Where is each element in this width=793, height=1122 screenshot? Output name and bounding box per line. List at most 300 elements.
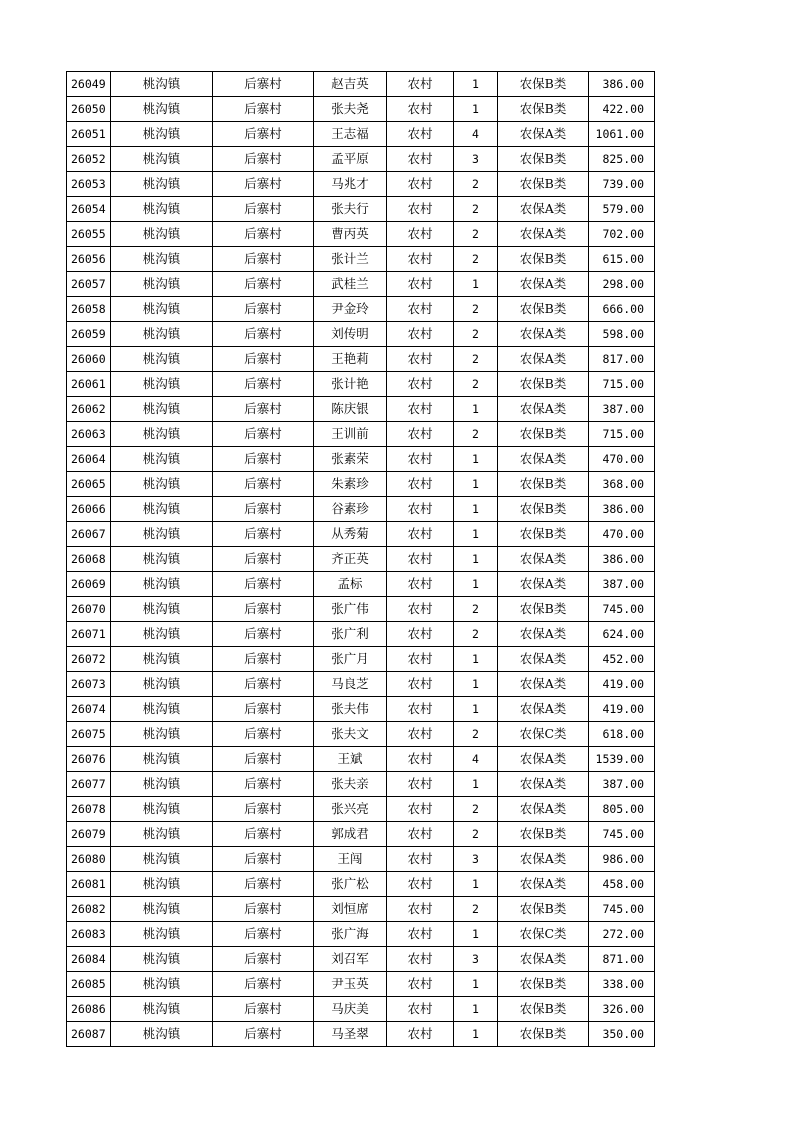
amount-cell: 387.00 — [589, 397, 655, 422]
record-id-cell: 26082 — [67, 897, 111, 922]
village-cell: 后寨村 — [213, 447, 314, 472]
name-cell: 陈庆银 — [314, 397, 387, 422]
record-id-cell: 26062 — [67, 397, 111, 422]
insurance-category-cell: 农保A类 — [498, 947, 589, 972]
household-type-cell: 农村 — [387, 772, 454, 797]
village-cell: 后寨村 — [213, 722, 314, 747]
insurance-category-cell: 农保B类 — [498, 972, 589, 997]
village-cell: 后寨村 — [213, 847, 314, 872]
village-cell: 后寨村 — [213, 697, 314, 722]
household-type-cell: 农村 — [387, 722, 454, 747]
amount-cell: 618.00 — [589, 722, 655, 747]
township-cell: 桃沟镇 — [111, 72, 213, 97]
township-cell: 桃沟镇 — [111, 847, 213, 872]
record-id-cell: 26071 — [67, 622, 111, 647]
amount-cell: 419.00 — [589, 672, 655, 697]
insurance-category-cell: 农保A类 — [498, 572, 589, 597]
table-row — [67, 847, 655, 872]
household-size-cell: 1 — [454, 572, 498, 597]
township-cell: 桃沟镇 — [111, 747, 213, 772]
insurance-category-cell: 农保A类 — [498, 272, 589, 297]
table-row — [67, 922, 655, 947]
household-type-cell: 农村 — [387, 697, 454, 722]
village-cell: 后寨村 — [213, 597, 314, 622]
household-size-cell: 2 — [454, 322, 498, 347]
household-type-cell: 农村 — [387, 472, 454, 497]
insurance-category-cell: 农保B类 — [498, 997, 589, 1022]
household-size-cell: 1 — [454, 1022, 498, 1047]
household-type-cell: 农村 — [387, 972, 454, 997]
amount-cell: 470.00 — [589, 447, 655, 472]
table-body — [67, 72, 655, 1047]
household-type-cell: 农村 — [387, 297, 454, 322]
table-row — [67, 1022, 655, 1047]
record-id-cell: 26083 — [67, 922, 111, 947]
name-cell: 从秀菊 — [314, 522, 387, 547]
table-row — [67, 897, 655, 922]
table-row — [67, 197, 655, 222]
household-type-cell: 农村 — [387, 422, 454, 447]
village-cell: 后寨村 — [213, 547, 314, 572]
village-cell: 后寨村 — [213, 522, 314, 547]
name-cell: 马兆才 — [314, 172, 387, 197]
household-size-cell: 2 — [454, 822, 498, 847]
name-cell: 刘召军 — [314, 947, 387, 972]
record-id-cell: 26056 — [67, 247, 111, 272]
household-size-cell: 1 — [454, 772, 498, 797]
insurance-category-cell: 农保A类 — [498, 447, 589, 472]
record-id-cell: 26060 — [67, 347, 111, 372]
name-cell: 张计艳 — [314, 372, 387, 397]
household-type-cell: 农村 — [387, 572, 454, 597]
household-size-cell: 1 — [454, 497, 498, 522]
insurance-category-cell: 农保B类 — [498, 597, 589, 622]
household-size-cell: 1 — [454, 672, 498, 697]
table-row — [67, 797, 655, 822]
household-size-cell: 2 — [454, 797, 498, 822]
table-row — [67, 422, 655, 447]
township-cell: 桃沟镇 — [111, 347, 213, 372]
household-type-cell: 农村 — [387, 347, 454, 372]
amount-cell: 579.00 — [589, 197, 655, 222]
household-size-cell: 1 — [454, 97, 498, 122]
amount-cell: 386.00 — [589, 72, 655, 97]
table-row — [67, 522, 655, 547]
record-id-cell: 26073 — [67, 672, 111, 697]
household-type-cell: 农村 — [387, 72, 454, 97]
amount-cell: 298.00 — [589, 272, 655, 297]
insurance-category-cell: 农保A类 — [498, 547, 589, 572]
insurance-category-cell: 农保A类 — [498, 222, 589, 247]
household-type-cell: 农村 — [387, 547, 454, 572]
table-row — [67, 222, 655, 247]
table-row — [67, 972, 655, 997]
household-type-cell: 农村 — [387, 1022, 454, 1047]
household-type-cell: 农村 — [387, 197, 454, 222]
record-id-cell: 26068 — [67, 547, 111, 572]
household-type-cell: 农村 — [387, 247, 454, 272]
record-id-cell: 26055 — [67, 222, 111, 247]
table-row — [67, 122, 655, 147]
household-type-cell: 农村 — [387, 797, 454, 822]
village-cell: 后寨村 — [213, 72, 314, 97]
household-size-cell: 2 — [454, 172, 498, 197]
household-size-cell: 2 — [454, 372, 498, 397]
record-id-cell: 26058 — [67, 297, 111, 322]
household-size-cell: 1 — [454, 72, 498, 97]
amount-cell: 666.00 — [589, 297, 655, 322]
household-size-cell: 1 — [454, 447, 498, 472]
record-id-cell: 26080 — [67, 847, 111, 872]
township-cell: 桃沟镇 — [111, 172, 213, 197]
household-size-cell: 1 — [454, 922, 498, 947]
amount-cell: 805.00 — [589, 797, 655, 822]
amount-cell: 272.00 — [589, 922, 655, 947]
amount-cell: 624.00 — [589, 622, 655, 647]
household-size-cell: 3 — [454, 947, 498, 972]
insurance-category-cell: 农保A类 — [498, 122, 589, 147]
village-cell: 后寨村 — [213, 797, 314, 822]
household-size-cell: 1 — [454, 547, 498, 572]
record-id-cell: 26051 — [67, 122, 111, 147]
record-id-cell: 26066 — [67, 497, 111, 522]
village-cell: 后寨村 — [213, 622, 314, 647]
township-cell: 桃沟镇 — [111, 322, 213, 347]
household-type-cell: 农村 — [387, 822, 454, 847]
insurance-category-cell: 农保A类 — [498, 322, 589, 347]
insurance-category-cell: 农保C类 — [498, 922, 589, 947]
table-row — [67, 697, 655, 722]
household-size-cell: 2 — [454, 597, 498, 622]
relief-roster-table — [66, 71, 655, 1047]
insurance-category-cell: 农保A类 — [498, 772, 589, 797]
record-id-cell: 26057 — [67, 272, 111, 297]
village-cell: 后寨村 — [213, 297, 314, 322]
name-cell: 曹丙英 — [314, 222, 387, 247]
household-size-cell: 2 — [454, 422, 498, 447]
household-size-cell: 2 — [454, 622, 498, 647]
township-cell: 桃沟镇 — [111, 272, 213, 297]
amount-cell: 871.00 — [589, 947, 655, 972]
amount-cell: 1539.00 — [589, 747, 655, 772]
household-type-cell: 农村 — [387, 322, 454, 347]
household-size-cell: 1 — [454, 472, 498, 497]
insurance-category-cell: 农保A类 — [498, 197, 589, 222]
record-id-cell: 26078 — [67, 797, 111, 822]
household-type-cell: 农村 — [387, 497, 454, 522]
table-row — [67, 272, 655, 297]
insurance-category-cell: 农保A类 — [498, 397, 589, 422]
village-cell: 后寨村 — [213, 197, 314, 222]
name-cell: 张夫亲 — [314, 772, 387, 797]
village-cell: 后寨村 — [213, 272, 314, 297]
household-type-cell: 农村 — [387, 97, 454, 122]
table-row — [67, 472, 655, 497]
household-type-cell: 农村 — [387, 447, 454, 472]
name-cell: 尹金玲 — [314, 297, 387, 322]
name-cell: 孟标 — [314, 572, 387, 597]
insurance-category-cell: 农保B类 — [498, 97, 589, 122]
township-cell: 桃沟镇 — [111, 1022, 213, 1047]
township-cell: 桃沟镇 — [111, 222, 213, 247]
township-cell: 桃沟镇 — [111, 547, 213, 572]
amount-cell: 702.00 — [589, 222, 655, 247]
insurance-category-cell: 农保B类 — [498, 72, 589, 97]
amount-cell: 422.00 — [589, 97, 655, 122]
household-type-cell: 农村 — [387, 372, 454, 397]
record-id-cell: 26064 — [67, 447, 111, 472]
amount-cell: 452.00 — [589, 647, 655, 672]
table-row — [67, 597, 655, 622]
name-cell: 张夫伟 — [314, 697, 387, 722]
amount-cell: 598.00 — [589, 322, 655, 347]
household-size-cell: 2 — [454, 247, 498, 272]
household-size-cell: 1 — [454, 697, 498, 722]
amount-cell: 615.00 — [589, 247, 655, 272]
table-row — [67, 872, 655, 897]
household-size-cell: 1 — [454, 272, 498, 297]
household-size-cell: 1 — [454, 972, 498, 997]
village-cell: 后寨村 — [213, 647, 314, 672]
township-cell: 桃沟镇 — [111, 422, 213, 447]
name-cell: 张夫行 — [314, 197, 387, 222]
insurance-category-cell: 农保B类 — [498, 897, 589, 922]
table-row — [67, 497, 655, 522]
township-cell: 桃沟镇 — [111, 822, 213, 847]
table-row — [67, 347, 655, 372]
amount-cell: 387.00 — [589, 772, 655, 797]
record-id-cell: 26059 — [67, 322, 111, 347]
insurance-category-cell: 农保B类 — [498, 147, 589, 172]
record-id-cell: 26087 — [67, 1022, 111, 1047]
household-type-cell: 农村 — [387, 147, 454, 172]
township-cell: 桃沟镇 — [111, 997, 213, 1022]
insurance-category-cell: 农保A类 — [498, 847, 589, 872]
village-cell: 后寨村 — [213, 97, 314, 122]
household-type-cell: 农村 — [387, 647, 454, 672]
record-id-cell: 26053 — [67, 172, 111, 197]
insurance-category-cell: 农保A类 — [498, 647, 589, 672]
name-cell: 张广伟 — [314, 597, 387, 622]
record-id-cell: 26086 — [67, 997, 111, 1022]
amount-cell: 825.00 — [589, 147, 655, 172]
insurance-category-cell: 农保B类 — [498, 472, 589, 497]
name-cell: 王训前 — [314, 422, 387, 447]
village-cell: 后寨村 — [213, 347, 314, 372]
household-size-cell: 1 — [454, 522, 498, 547]
record-id-cell: 26070 — [67, 597, 111, 622]
record-id-cell: 26052 — [67, 147, 111, 172]
household-size-cell: 4 — [454, 122, 498, 147]
record-id-cell: 26063 — [67, 422, 111, 447]
village-cell: 后寨村 — [213, 172, 314, 197]
insurance-category-cell: 农保B类 — [498, 172, 589, 197]
village-cell: 后寨村 — [213, 1022, 314, 1047]
name-cell: 王志福 — [314, 122, 387, 147]
village-cell: 后寨村 — [213, 122, 314, 147]
township-cell: 桃沟镇 — [111, 497, 213, 522]
insurance-category-cell: 农保A类 — [498, 622, 589, 647]
village-cell: 后寨村 — [213, 772, 314, 797]
township-cell: 桃沟镇 — [111, 472, 213, 497]
amount-cell: 470.00 — [589, 522, 655, 547]
village-cell: 后寨村 — [213, 972, 314, 997]
table-row — [67, 997, 655, 1022]
township-cell: 桃沟镇 — [111, 972, 213, 997]
name-cell: 齐正英 — [314, 547, 387, 572]
household-size-cell: 1 — [454, 872, 498, 897]
village-cell: 后寨村 — [213, 372, 314, 397]
township-cell: 桃沟镇 — [111, 197, 213, 222]
amount-cell: 715.00 — [589, 372, 655, 397]
household-type-cell: 农村 — [387, 997, 454, 1022]
township-cell: 桃沟镇 — [111, 947, 213, 972]
amount-cell: 745.00 — [589, 897, 655, 922]
table-row — [67, 72, 655, 97]
village-cell: 后寨村 — [213, 922, 314, 947]
insurance-category-cell: 农保B类 — [498, 372, 589, 397]
village-cell: 后寨村 — [213, 222, 314, 247]
table-row — [67, 297, 655, 322]
insurance-category-cell: 农保B类 — [498, 297, 589, 322]
table-row — [67, 172, 655, 197]
name-cell: 刘传明 — [314, 322, 387, 347]
record-id-cell: 26077 — [67, 772, 111, 797]
name-cell: 张夫文 — [314, 722, 387, 747]
amount-cell: 745.00 — [589, 597, 655, 622]
table-row — [67, 97, 655, 122]
table-row — [67, 397, 655, 422]
name-cell: 张广海 — [314, 922, 387, 947]
name-cell: 张广利 — [314, 622, 387, 647]
household-size-cell: 2 — [454, 197, 498, 222]
name-cell: 王闯 — [314, 847, 387, 872]
name-cell: 马良芝 — [314, 672, 387, 697]
amount-cell: 326.00 — [589, 997, 655, 1022]
amount-cell: 817.00 — [589, 347, 655, 372]
township-cell: 桃沟镇 — [111, 522, 213, 547]
name-cell: 孟平原 — [314, 147, 387, 172]
household-type-cell: 农村 — [387, 397, 454, 422]
township-cell: 桃沟镇 — [111, 647, 213, 672]
township-cell: 桃沟镇 — [111, 247, 213, 272]
record-id-cell: 26072 — [67, 647, 111, 672]
record-id-cell: 26050 — [67, 97, 111, 122]
household-type-cell: 农村 — [387, 947, 454, 972]
insurance-category-cell: 农保B类 — [498, 247, 589, 272]
name-cell: 张广月 — [314, 647, 387, 672]
household-size-cell: 4 — [454, 747, 498, 772]
name-cell: 马圣翠 — [314, 1022, 387, 1047]
name-cell: 张夫尧 — [314, 97, 387, 122]
township-cell: 桃沟镇 — [111, 447, 213, 472]
table-row — [67, 372, 655, 397]
record-id-cell: 26079 — [67, 822, 111, 847]
amount-cell: 368.00 — [589, 472, 655, 497]
township-cell: 桃沟镇 — [111, 122, 213, 147]
household-type-cell: 农村 — [387, 597, 454, 622]
table-row — [67, 747, 655, 772]
household-type-cell: 农村 — [387, 747, 454, 772]
amount-cell: 419.00 — [589, 697, 655, 722]
amount-cell: 386.00 — [589, 547, 655, 572]
village-cell: 后寨村 — [213, 747, 314, 772]
household-type-cell: 农村 — [387, 222, 454, 247]
insurance-category-cell: 农保A类 — [498, 347, 589, 372]
record-id-cell: 26075 — [67, 722, 111, 747]
township-cell: 桃沟镇 — [111, 372, 213, 397]
table-row — [67, 622, 655, 647]
village-cell: 后寨村 — [213, 572, 314, 597]
household-size-cell: 1 — [454, 647, 498, 672]
household-type-cell: 农村 — [387, 272, 454, 297]
amount-cell: 350.00 — [589, 1022, 655, 1047]
name-cell: 张素荣 — [314, 447, 387, 472]
township-cell: 桃沟镇 — [111, 622, 213, 647]
township-cell: 桃沟镇 — [111, 397, 213, 422]
village-cell: 后寨村 — [213, 897, 314, 922]
township-cell: 桃沟镇 — [111, 897, 213, 922]
village-cell: 后寨村 — [213, 422, 314, 447]
township-cell: 桃沟镇 — [111, 297, 213, 322]
insurance-category-cell: 农保A类 — [498, 697, 589, 722]
record-id-cell: 26081 — [67, 872, 111, 897]
household-type-cell: 农村 — [387, 922, 454, 947]
table-row — [67, 772, 655, 797]
table-row — [67, 322, 655, 347]
village-cell: 后寨村 — [213, 147, 314, 172]
township-cell: 桃沟镇 — [111, 147, 213, 172]
amount-cell: 338.00 — [589, 972, 655, 997]
amount-cell: 745.00 — [589, 822, 655, 847]
household-type-cell: 农村 — [387, 622, 454, 647]
name-cell: 赵吉英 — [314, 72, 387, 97]
household-type-cell: 农村 — [387, 872, 454, 897]
record-id-cell: 26069 — [67, 572, 111, 597]
village-cell: 后寨村 — [213, 947, 314, 972]
table-row — [67, 572, 655, 597]
name-cell: 郭成君 — [314, 822, 387, 847]
household-size-cell: 3 — [454, 847, 498, 872]
township-cell: 桃沟镇 — [111, 97, 213, 122]
record-id-cell: 26049 — [67, 72, 111, 97]
amount-cell: 986.00 — [589, 847, 655, 872]
insurance-category-cell: 农保A类 — [498, 747, 589, 772]
insurance-category-cell: 农保B类 — [498, 822, 589, 847]
name-cell: 谷素珍 — [314, 497, 387, 522]
township-cell: 桃沟镇 — [111, 697, 213, 722]
table-row — [67, 547, 655, 572]
village-cell: 后寨村 — [213, 247, 314, 272]
insurance-category-cell: 农保A类 — [498, 797, 589, 822]
record-id-cell: 26061 — [67, 372, 111, 397]
village-cell: 后寨村 — [213, 497, 314, 522]
insurance-category-cell: 农保A类 — [498, 672, 589, 697]
village-cell: 后寨村 — [213, 822, 314, 847]
table-row — [67, 147, 655, 172]
record-id-cell: 26076 — [67, 747, 111, 772]
table-row — [67, 647, 655, 672]
record-id-cell: 26085 — [67, 972, 111, 997]
name-cell: 刘恒席 — [314, 897, 387, 922]
household-size-cell: 3 — [454, 147, 498, 172]
record-id-cell: 26065 — [67, 472, 111, 497]
household-size-cell: 2 — [454, 297, 498, 322]
name-cell: 尹玉英 — [314, 972, 387, 997]
village-cell: 后寨村 — [213, 872, 314, 897]
name-cell: 朱素珍 — [314, 472, 387, 497]
amount-cell: 715.00 — [589, 422, 655, 447]
